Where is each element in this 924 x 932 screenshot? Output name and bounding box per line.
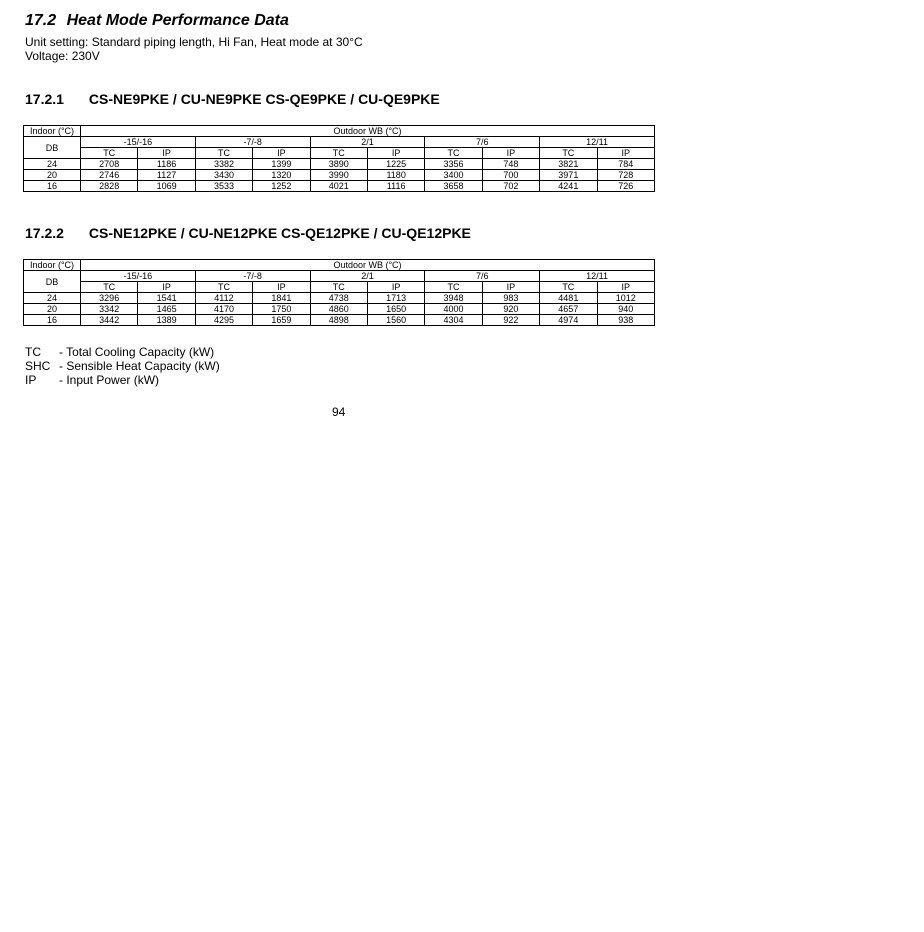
ip-value: 1127 — [138, 170, 195, 181]
tc-value: 2708 — [81, 159, 138, 170]
tc-value: 4000 — [425, 304, 482, 315]
tc-value: 4021 — [310, 181, 367, 192]
db-value: 20 — [24, 170, 81, 181]
table-row — [24, 315, 655, 326]
tc-value: 4657 — [540, 304, 597, 315]
tc-header: TC — [81, 282, 138, 293]
ip-value: 1252 — [253, 181, 310, 192]
ip-value: 1069 — [138, 181, 195, 192]
db-value: 20 — [24, 304, 81, 315]
tc-value: 2828 — [81, 181, 138, 192]
legend-item — [25, 345, 220, 359]
db-value: 24 — [24, 293, 81, 304]
ip-header: IP — [597, 282, 654, 293]
indoor-header: Indoor (°C) — [24, 126, 81, 137]
ip-header: IP — [253, 282, 310, 293]
tc-header: TC — [425, 282, 482, 293]
indoor-header: Indoor (°C) — [24, 260, 81, 271]
tc-header: TC — [195, 148, 252, 159]
ip-value: 748 — [482, 159, 539, 170]
tc-header: TC — [81, 148, 138, 159]
tc-value: 3948 — [425, 293, 482, 304]
condition-header: -15/-16 — [81, 271, 196, 282]
ip-value: 940 — [597, 304, 654, 315]
condition-header: 7/6 — [425, 271, 540, 282]
condition-header: -7/-8 — [195, 271, 310, 282]
tc-value: 3658 — [425, 181, 482, 192]
ip-value: 1650 — [367, 304, 424, 315]
ip-header: IP — [482, 148, 539, 159]
subsection-heading-2 — [25, 225, 471, 241]
db-value: 16 — [24, 181, 81, 192]
ip-value: 1320 — [253, 170, 310, 181]
condition-header: 2/1 — [310, 137, 425, 148]
ip-value: 1560 — [367, 315, 424, 326]
ip-value: 1012 — [597, 293, 654, 304]
unit-setting-block — [25, 35, 363, 63]
legend-abbr: IP — [25, 373, 37, 387]
ip-header: IP — [138, 148, 195, 159]
voltage-text: Voltage: 230V — [25, 49, 100, 63]
tc-value: 4304 — [425, 315, 482, 326]
legend-desc: - Sensible Heat Capacity (kW) — [59, 359, 220, 373]
tc-value: 4241 — [540, 181, 597, 192]
legend-desc: - Total Cooling Capacity (kW) — [59, 345, 215, 359]
ip-value: 1841 — [253, 293, 310, 304]
table-row — [24, 170, 655, 181]
tc-value: 3971 — [540, 170, 597, 181]
performance-table — [23, 125, 655, 192]
ip-value: 1116 — [367, 181, 424, 192]
ip-header: IP — [597, 148, 654, 159]
ip-value: 1713 — [367, 293, 424, 304]
ip-value: 702 — [482, 181, 539, 192]
tc-value: 3400 — [425, 170, 482, 181]
tc-value: 3442 — [81, 315, 138, 326]
outdoor-header: Outdoor WB (°C) — [81, 126, 655, 137]
ip-value: 1465 — [138, 304, 195, 315]
tc-value: 4295 — [195, 315, 252, 326]
ip-value: 1225 — [367, 159, 424, 170]
legend — [25, 345, 220, 387]
tc-value: 4974 — [540, 315, 597, 326]
ip-value: 920 — [482, 304, 539, 315]
ip-value: 700 — [482, 170, 539, 181]
tc-header: TC — [540, 148, 597, 159]
ip-header: IP — [482, 282, 539, 293]
ip-value: 1180 — [367, 170, 424, 181]
table-row — [24, 293, 655, 304]
ip-value: 1399 — [253, 159, 310, 170]
legend-abbr: TC — [25, 345, 41, 359]
tc-value: 3356 — [425, 159, 482, 170]
ip-value: 1541 — [138, 293, 195, 304]
tc-value: 3430 — [195, 170, 252, 181]
ip-header: IP — [138, 282, 195, 293]
unit-setting-text: Unit setting: Standard piping length, Hi Fan, Heat mode at 30°C — [25, 35, 363, 49]
tc-value: 4170 — [195, 304, 252, 315]
tc-header: TC — [310, 148, 367, 159]
tc-header: TC — [310, 282, 367, 293]
condition-header: -15/-16 — [81, 137, 196, 148]
subsection-title: CS-NE12PKE / CU-NE12PKE CS-QE12PKE / CU-QE12PKE — [88, 225, 471, 241]
ip-value: 983 — [482, 293, 539, 304]
ip-value: 728 — [597, 170, 654, 181]
ip-value: 938 — [597, 315, 654, 326]
ip-value: 1389 — [138, 315, 195, 326]
tc-value: 4898 — [310, 315, 367, 326]
subsection-title: CS-NE9PKE / CU-NE9PKE CS-QE9PKE / CU-QE9PKE — [88, 91, 440, 107]
subsection-number: 17.2.2 — [25, 225, 64, 241]
db-value: 16 — [24, 315, 81, 326]
page-number: 94 — [332, 405, 346, 419]
tc-header: TC — [540, 282, 597, 293]
legend-item — [25, 359, 220, 373]
ip-value: 1659 — [253, 315, 310, 326]
outdoor-header: Outdoor WB (°C) — [81, 260, 655, 271]
ip-value: 784 — [597, 159, 654, 170]
condition-header: 12/11 — [540, 137, 655, 148]
tc-value: 3821 — [540, 159, 597, 170]
subsection-number: 17.2.1 — [25, 91, 64, 107]
legend-desc: - Input Power (kW) — [59, 373, 160, 387]
tc-value: 4860 — [310, 304, 367, 315]
table-row — [24, 159, 655, 170]
ip-value: 922 — [482, 315, 539, 326]
section-title: Heat Mode Performance Data — [66, 12, 289, 29]
table-row — [24, 181, 655, 192]
performance-table — [23, 259, 655, 326]
db-header: DB — [24, 137, 81, 159]
tc-value: 4112 — [195, 293, 252, 304]
ip-header: IP — [367, 282, 424, 293]
condition-header: -7/-8 — [195, 137, 310, 148]
ip-header: IP — [367, 148, 424, 159]
section-heading — [25, 12, 289, 30]
ip-value: 726 — [597, 181, 654, 192]
condition-header: 12/11 — [540, 271, 655, 282]
condition-header: 2/1 — [310, 271, 425, 282]
section-number: 17.2 — [25, 12, 57, 29]
legend-abbr: SHC — [25, 359, 51, 373]
db-value: 24 — [24, 159, 81, 170]
subsection-heading-1 — [25, 91, 440, 107]
tc-value: 4738 — [310, 293, 367, 304]
tc-header: TC — [425, 148, 482, 159]
table-row — [24, 304, 655, 315]
condition-header: 7/6 — [425, 137, 540, 148]
tc-value: 2746 — [81, 170, 138, 181]
tc-value: 3342 — [81, 304, 138, 315]
tc-value: 4481 — [540, 293, 597, 304]
tc-header: TC — [195, 282, 252, 293]
ip-value: 1750 — [253, 304, 310, 315]
tc-value: 3890 — [310, 159, 367, 170]
tc-value: 3296 — [81, 293, 138, 304]
ip-header: IP — [253, 148, 310, 159]
db-header: DB — [24, 271, 81, 293]
tc-value: 3990 — [310, 170, 367, 181]
tc-value: 3533 — [195, 181, 252, 192]
tc-value: 3382 — [195, 159, 252, 170]
legend-item — [25, 373, 220, 387]
ip-value: 1186 — [138, 159, 195, 170]
